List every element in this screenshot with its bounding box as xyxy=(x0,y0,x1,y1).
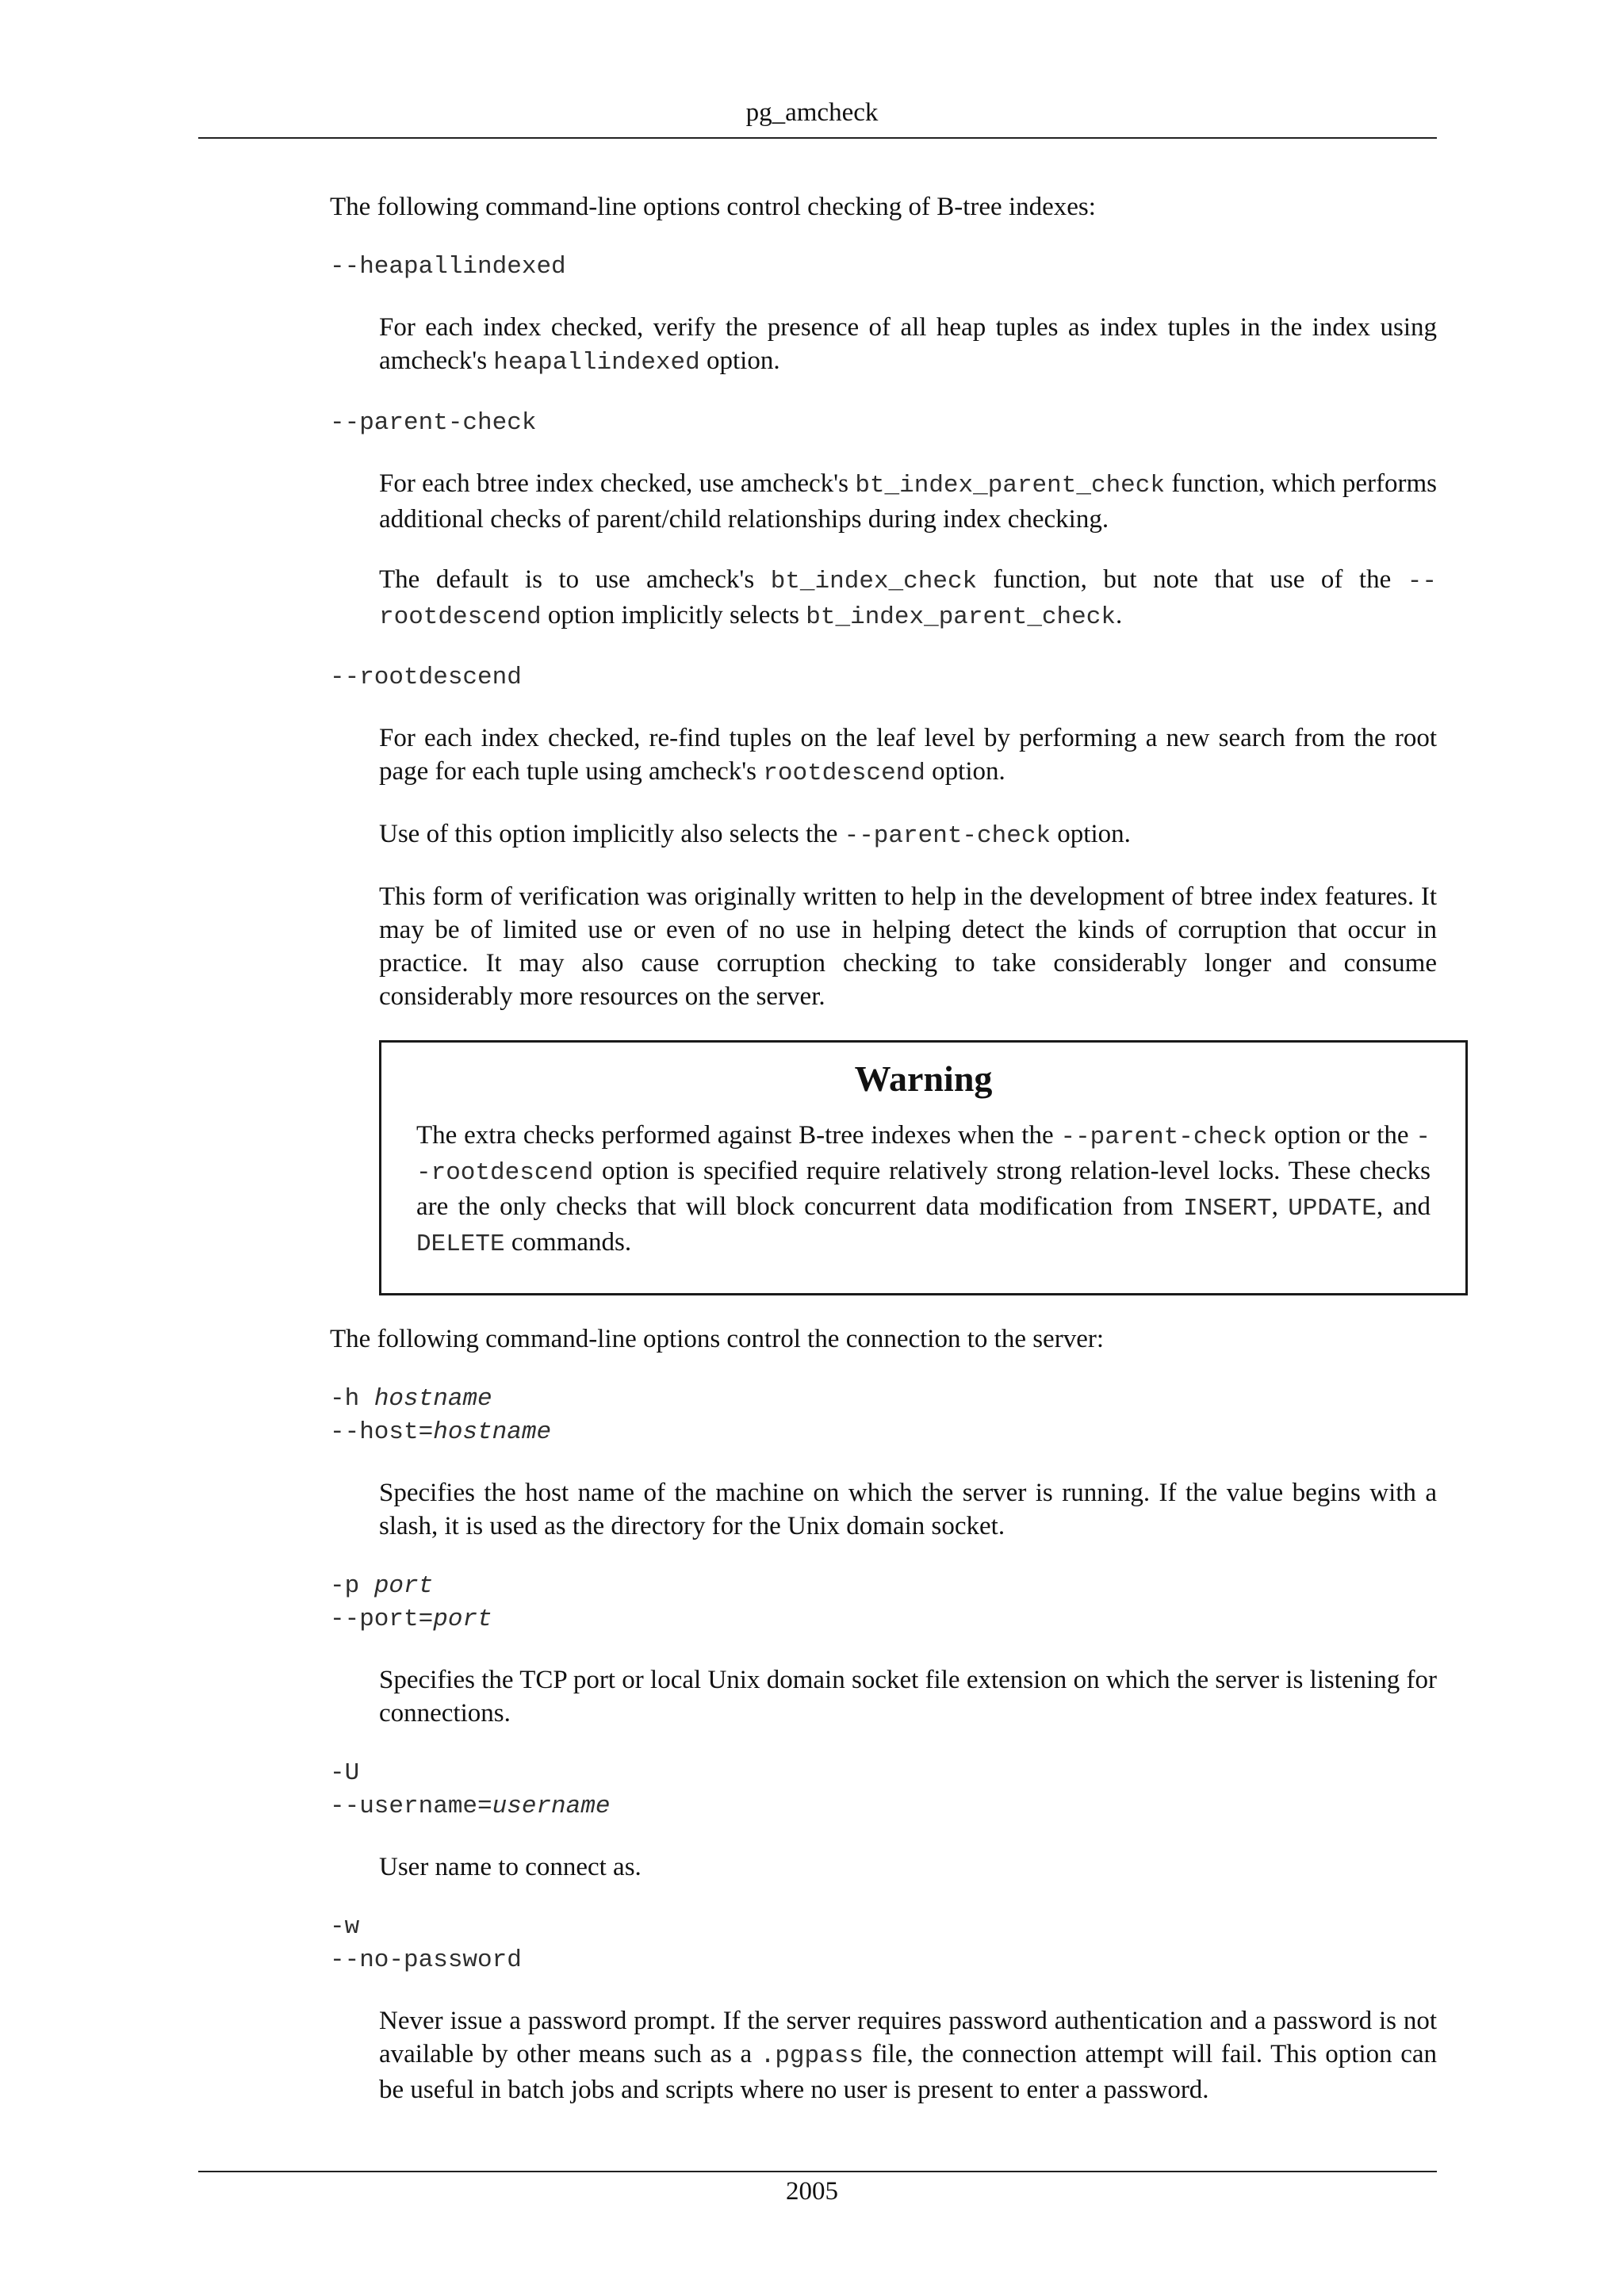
desc-parent-check-1: For each btree index checked, use amcheck's bt_index_parent_check function, which performs additional checks of parent/child relationships during index checking. xyxy=(379,469,1438,534)
code-parent-check-option: --parent-check xyxy=(844,822,1051,850)
desc-rootdescend-3: This form of verification was originally written to help in the development of btree index features. It may be of limited use or even of no use in helping detect the kinds of corruption that occur in practice. It may also cause corruption checking to take considerably longer and consume considerably more resources on the server. xyxy=(379,882,1437,1011)
term-host-long: --host=hostname xyxy=(330,1418,552,1446)
page-number: 2005 xyxy=(786,2177,838,2206)
term-rootdescend: --rootdescend xyxy=(330,664,522,691)
code-update: UPDATE xyxy=(1288,1195,1377,1223)
code-rootdescend-warn: --rootdescend xyxy=(416,1123,1431,1187)
term-heapallindexed: --heapallindexed xyxy=(330,253,566,281)
term-username-long: --username=username xyxy=(330,1793,611,1820)
connection-intro: The following command-line options control the connection to the server: xyxy=(330,1325,1104,1353)
desc-rootdescend-1: For each index checked, re-find tuples on the leaf level by performing a new search from the root page for each tuple using amcheck's rootdescend option. xyxy=(379,724,1437,787)
desc-host: Specifies the host name of the machine on which the server is running. If the value begins with a slash, it is used as the directory for the Unix domain socket. xyxy=(379,1479,1437,1540)
term-no-password-short: -w xyxy=(330,1913,360,1941)
desc-heapallindexed: For each index checked, verify the presence of all heap tuples as index tuples in the index using amcheck's heapallindexed option. xyxy=(379,313,1437,377)
code-rootdescend: rootdescend xyxy=(763,760,925,787)
term-no-password-long: --no-password xyxy=(330,1946,522,1974)
footer-rule xyxy=(198,2171,1437,2172)
desc-parent-check-2: The default is to use amcheck's bt_index_check function, but note that use of the --rootdescend option implicitly selects bt_index_parent_check. xyxy=(379,565,1437,631)
code-heapallindexed: heapallindexed xyxy=(493,349,700,377)
desc-no-password: Never issue a password prompt. If the server requires password authentication and a password is not available by other means such as a .pgpass file, the connection attempt will fail. This option can be useful in batch jobs and scripts where no user is present to enter a password. xyxy=(379,2007,1437,2104)
code-bt-index-check: bt_index_check xyxy=(770,568,978,595)
term-parent-check: --parent-check xyxy=(330,409,537,437)
term-port-long: --port=port xyxy=(330,1605,492,1633)
page-body xyxy=(330,190,1437,2107)
desc-username: User name to connect as. xyxy=(379,1853,642,1881)
warning-title: Warning xyxy=(854,1058,993,1099)
btree-intro: The following command-line options control checking of B-tree indexes: xyxy=(330,193,1096,221)
code-insert: INSERT xyxy=(1183,1195,1272,1223)
term-port-short: -p port xyxy=(330,1572,434,1600)
page-header-title: pg_amcheck xyxy=(745,98,879,127)
warning-text: The extra checks performed against B-tree indexes when the --parent-check option or the --rootdescend option is specified require relatively strong relation-level locks. These checks are the only checks that will block concurrent data modification from INSERT, UPDATE, and DELETE commands. xyxy=(416,1121,1431,1258)
code-delete: DELETE xyxy=(416,1230,505,1258)
desc-rootdescend-2: Use of this option implicitly also selects the --parent-check option. xyxy=(379,820,1131,850)
code-pgpass: .pgpass xyxy=(760,2042,864,2070)
code-bt-index-parent-check: bt_index_parent_check xyxy=(855,472,1165,499)
code-rootdescend-option: --rootdescend xyxy=(379,568,1437,631)
term-host-short: -h hostname xyxy=(330,1385,492,1413)
warning-box xyxy=(379,1040,1468,1295)
code-parent-check-warn: --parent-check xyxy=(1060,1123,1267,1151)
term-username-short: -U xyxy=(330,1759,360,1787)
header-rule xyxy=(198,137,1437,139)
desc-port: Specifies the TCP port or local Unix domain socket file extension on which the server is listening for connections. xyxy=(379,1666,1437,1728)
code-bt-index-parent-check-2: bt_index_parent_check xyxy=(806,603,1116,631)
